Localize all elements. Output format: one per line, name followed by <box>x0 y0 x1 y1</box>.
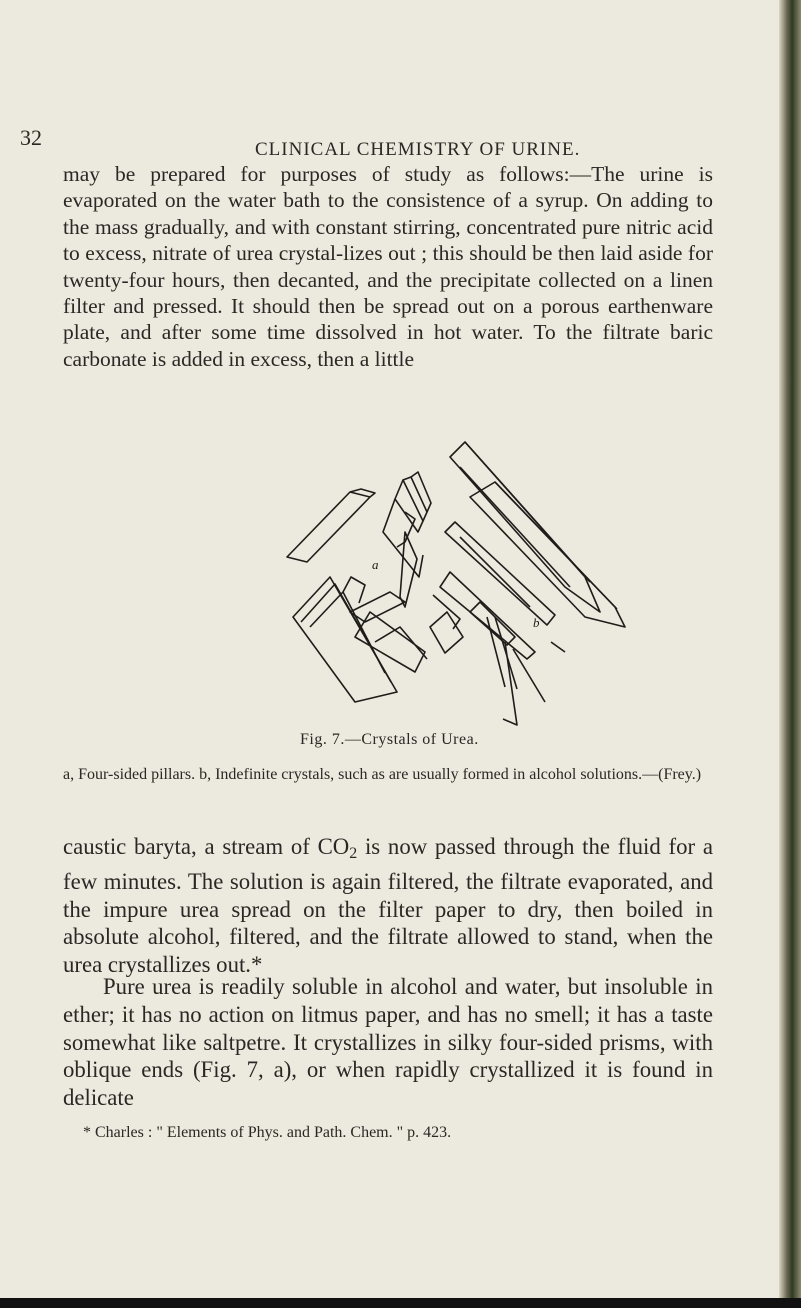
figure-label-a: a <box>372 557 379 572</box>
co2-subscript: 2 <box>349 844 358 862</box>
crystals-illustration <box>255 437 630 727</box>
paragraph-2-start: caustic baryta, a stream of CO <box>63 834 350 859</box>
crystal-group-a <box>287 472 463 702</box>
footnote: * Charles : " Elements of Phys. and Path. Chem. " p. 423. <box>83 1124 452 1141</box>
figure-title: Fig. 7.—Crystals of Urea. <box>300 731 479 748</box>
figure-label-b: b <box>533 615 540 630</box>
paragraph-2 <box>63 833 713 979</box>
page-edge <box>779 0 801 1308</box>
paragraph-2-rest: is now passed through the fluid for a few minutes. The solution is again filtered, the filtrate evaporated, and the impure urea spread on the filter paper to dry, then boiled in absolute alcohol, filtered, and the filtrate allowed to stand, when the urea crystallizes out.* <box>63 834 713 978</box>
paragraph-3: Pure urea is readily soluble in alcohol and water, but insoluble in ether; it has no action on litmus paper, and has no smell; it has a taste somewhat like saltpetre. It crystallizes in silky four-sided prisms, with oblique ends (Fig. 7, a), or when rapidly crystallized it is found in delicate <box>63 974 713 1111</box>
figure-urea-crystals <box>255 437 630 727</box>
paragraph-1: may be prepared for purposes of study as follows:—The urine is evaporated on the water bath to the consistence of a syrup. On adding to the mass gradually, and with constant stirring, concentrated pure nitric acid to excess, nitrate of urea crystal-lizes out ; this should be then laid aside for twenty-four hours, then decanted, and the precipitate collected on a linen filter and pressed. It should then be spread out on a porous earthenware plate, and after some time dissolved in hot water. To the filtrate baric carbonate is added in excess, then a little <box>63 162 713 371</box>
crystal-group-b <box>433 442 625 725</box>
figure-caption: a, Four-sided pillars. b, Indefinite crystals, such as are usually formed in alcohol solutions.—(Frey.) <box>63 766 702 783</box>
running-head: CLINICAL CHEMISTRY OF URINE. <box>255 139 581 160</box>
page-number: 32 <box>20 125 42 150</box>
bottom-edge <box>0 1298 801 1308</box>
